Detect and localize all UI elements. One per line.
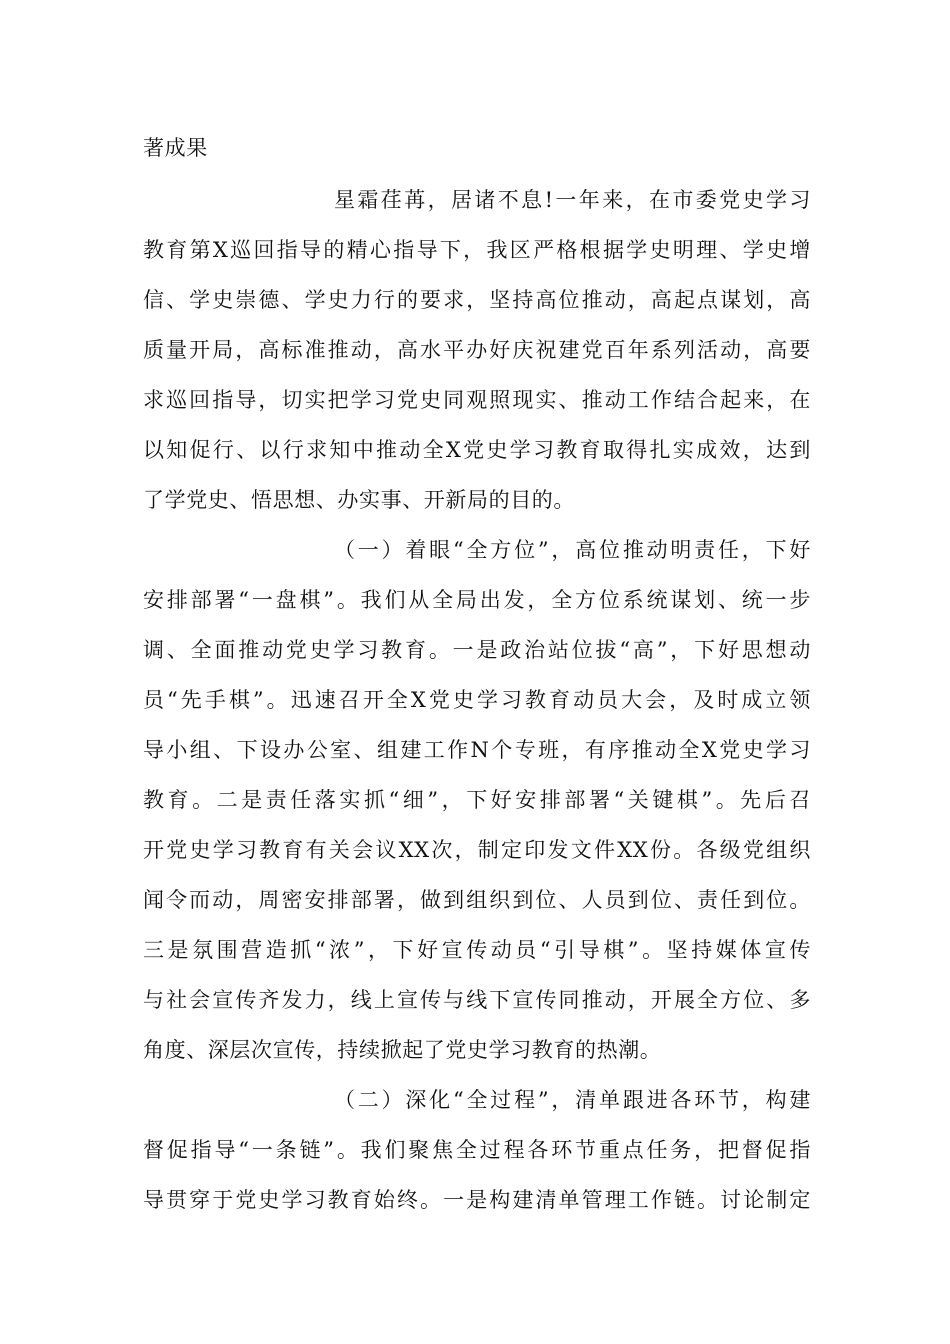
text-line-14: 教育。二是责任落实抓“细”，下好安排部署“关键棋”。先后召 bbox=[143, 788, 811, 812]
text-line-5: 质量开局，高标准推动，高水平办好庆祝建党百年系列活动，高要 bbox=[143, 338, 811, 362]
text-line-13: 导小组、下设办公室、组建工作N个专班，有序推动全X党史学习 bbox=[143, 738, 811, 762]
text-line-1: 著成果 bbox=[143, 136, 208, 160]
text-line-4: 信、学史崇德、学史力行的要求，坚持高位推动，高起点谋划，高 bbox=[143, 288, 811, 312]
text-line-11: 调、全面推动党史学习教育。一是政治站位拔“高”，下好思想动 bbox=[143, 638, 811, 662]
text-line-18: 与社会宣传齐发力，线上宣传与线下宣传同推动，开展全方位、多 bbox=[143, 988, 811, 1012]
text-line-19: 角度、深层次宣传，持续掀起了党史学习教育的热潮。 bbox=[143, 1038, 662, 1062]
text-line-15: 开党史学习教育有关会议XX次，制定印发文件XX份。各级党组织 bbox=[143, 838, 811, 862]
text-line-8: 了学党史、悟思想、办实事、开新局的目的。 bbox=[143, 488, 575, 512]
text-line-10: 安排部署“一盘棋”。我们从全局出发，全方位系统谋划、统一步 bbox=[143, 588, 811, 612]
text-line-3: 教育第X巡回指导的精心指导下，我区严格根据学史明理、学史增 bbox=[143, 238, 811, 262]
section-2-heading-line: （二）深化“全过程”，清单跟进各环节，构建 bbox=[334, 1088, 811, 1112]
text-line-6: 求巡回指导，切实把学习党史同观照现实、推动工作结合起来，在 bbox=[143, 388, 811, 412]
text-line-22: 导贯穿于党史学习教育始终。一是构建清单管理工作链。讨论制定 bbox=[143, 1188, 811, 1212]
text-line-16: 闻令而动，周密安排部署，做到组织到位、人员到位、责任到位。 bbox=[143, 888, 811, 912]
section-1-heading-line: （一）着眼“全方位”，高位推动明责任，下好 bbox=[334, 538, 811, 562]
text-line-7: 以知促行、以行求知中推动全X党史学习教育取得扎实成效，达到 bbox=[143, 438, 811, 462]
text-line-17: 三是氛围营造抓“浓”，下好宣传动员“引导棋”。坚持媒体宣传 bbox=[143, 938, 811, 962]
text-line-21: 督促指导“一条链”。我们聚焦全过程各环节重点任务，把督促指 bbox=[143, 1138, 811, 1162]
paragraph-1-first-line: 星霜荏苒，居诸不息!一年来，在市委党史学习 bbox=[334, 188, 811, 212]
text-line-12: 员“先手棋”。迅速召开全X党史学习教育动员大会，及时成立领 bbox=[143, 688, 811, 712]
